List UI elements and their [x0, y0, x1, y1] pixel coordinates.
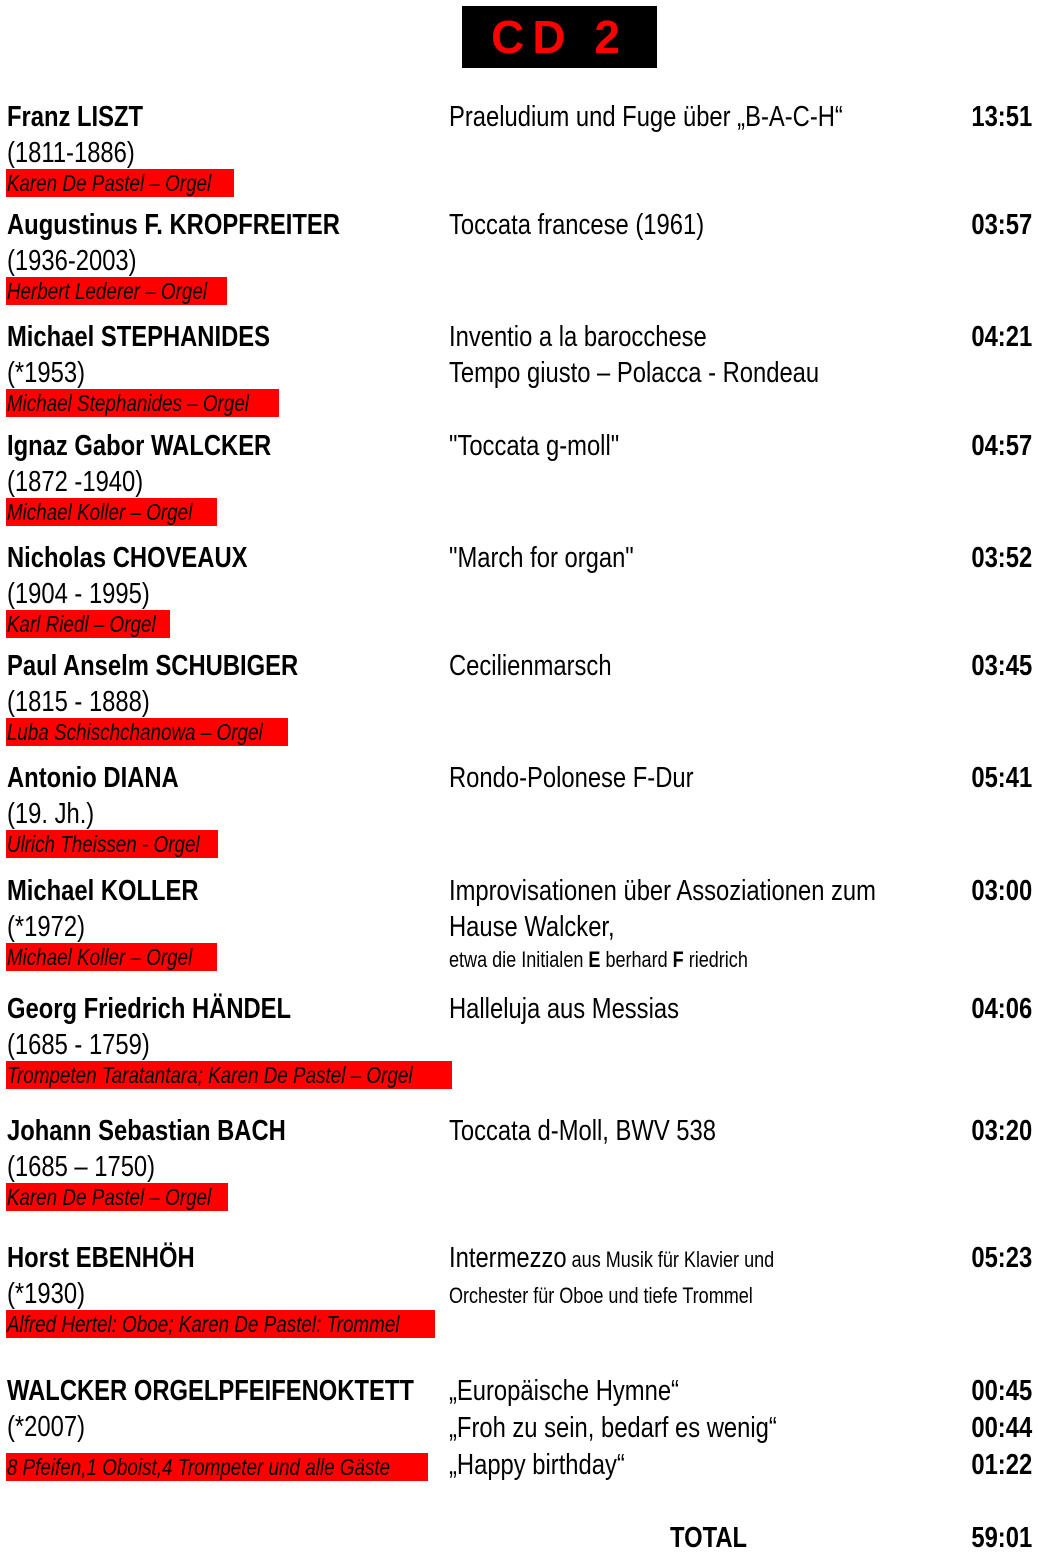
work-title: Halleluja aus Messias: [449, 993, 679, 1025]
performer-label: Alfred Hertel: Oboe; Karen De Pastel: Trommel: [6, 1310, 435, 1338]
work-title: „Happy birthday“: [449, 1449, 625, 1481]
track-duration: 03:00: [971, 875, 1032, 907]
performer-label: Michael Stephanides – Orgel: [6, 389, 279, 417]
work-subtitle: Orchester für Oboe und tiefe Trommel: [449, 1283, 753, 1308]
composer-name: Michael STEPHANIDES: [7, 321, 270, 353]
performer-label: Herbert Lederer – Orgel: [6, 277, 227, 305]
work-title: Praeludium und Fuge über „B-A-C-H“: [449, 101, 843, 133]
work-title: Toccata d-Moll, BWV 538: [449, 1115, 716, 1147]
performer-label: Karen De Pastel – Orgel: [6, 169, 234, 197]
performer-label: Luba Schischchanowa – Orgel: [6, 718, 288, 746]
composer-name: WALCKER ORGELPFEIFENOKTETT: [7, 1375, 414, 1407]
total-label: TOTAL: [670, 1522, 748, 1554]
track-duration: 03:20: [971, 1115, 1032, 1147]
performer-label: 8 Pfeifen,1 Oboist,4 Trompeter und alle Gäste: [6, 1453, 428, 1481]
composer-name: Nicholas CHOVEAUX: [7, 542, 248, 574]
composer-name: Michael KOLLER: [7, 875, 199, 907]
work-title: Cecilienmarsch: [449, 650, 612, 682]
track-duration: 05:41: [971, 762, 1032, 794]
composer-dates: (1685 - 1759): [7, 1029, 150, 1061]
performer-label: Ulrich Theissen - Orgel: [6, 830, 218, 858]
composer-name: Horst EBENHÖH: [7, 1242, 195, 1274]
track-duration: 04:57: [971, 430, 1032, 462]
track-duration: 13:51: [971, 101, 1032, 133]
work-subtitle: Hause Walcker,: [449, 911, 615, 943]
composer-dates: (1872 -1940): [7, 466, 144, 498]
composer-name: Paul Anselm SCHUBIGER: [7, 650, 299, 682]
work-title: "Toccata g-moll": [449, 430, 620, 462]
cd-title: CD 2: [491, 11, 628, 63]
composer-dates: (19. Jh.): [7, 798, 95, 830]
performer-label: Karen De Pastel – Orgel: [6, 1183, 228, 1211]
composer-dates: (*2007): [7, 1411, 86, 1443]
work-note: etwa die Initialen E berhard F riedrich: [449, 947, 748, 972]
composer-name: Franz LISZT: [7, 101, 144, 133]
track-duration: 05:23: [971, 1242, 1032, 1274]
composer-dates: (1685 – 1750): [7, 1151, 156, 1183]
track-duration: 04:21: [971, 321, 1032, 353]
total-duration: 59:01: [971, 1522, 1032, 1554]
work-title: „Europäische Hymne“: [449, 1375, 679, 1407]
track-duration: 03:52: [971, 542, 1032, 574]
work-title: Inventio a la barocchese: [449, 321, 707, 353]
composer-dates: (*1930): [7, 1278, 86, 1310]
work-title: Rondo-Polonese F-Dur: [449, 762, 694, 794]
work-title: Intermezzo aus Musik für Klavier und: [449, 1242, 775, 1274]
composer-name: Antonio DIANA: [7, 762, 179, 794]
work-title: Improvisationen über Assoziationen zum: [449, 875, 876, 907]
performer-label: Michael Koller – Orgel: [6, 498, 217, 526]
track-duration: 01:22: [971, 1449, 1032, 1481]
track-duration: 00:45: [971, 1375, 1032, 1407]
composer-dates: (*1953): [7, 357, 86, 389]
composer-dates: (1815 - 1888): [7, 686, 150, 718]
composer-dates: (1904 - 1995): [7, 578, 150, 610]
work-title: Toccata francese (1961): [449, 209, 705, 241]
performer-label: Trompeten Taratantara; Karen De Pastel – Orgel: [6, 1061, 452, 1089]
composer-dates: (1936-2003): [7, 245, 137, 277]
track-duration: 03:57: [971, 209, 1032, 241]
track-duration: 04:06: [971, 993, 1032, 1025]
work-title: "March for organ": [449, 542, 634, 574]
composer-name: Johann Sebastian BACH: [7, 1115, 286, 1147]
work-title: „Froh zu sein, bedarf es wenig“: [449, 1412, 777, 1444]
composer-name: Georg Friedrich HÄNDEL: [7, 993, 292, 1025]
composer-name: Ignaz Gabor WALCKER: [7, 430, 272, 462]
track-duration: 00:44: [971, 1412, 1032, 1444]
composer-name: Augustinus F. KROPFREITER: [7, 209, 340, 241]
composer-dates: (1811-1886): [7, 137, 135, 169]
performer-label: Michael Koller – Orgel: [6, 943, 217, 971]
work-subtitle: Tempo giusto – Polacca - Rondeau: [449, 357, 820, 389]
track-duration: 03:45: [971, 650, 1032, 682]
performer-label: Karl Riedl – Orgel: [6, 610, 170, 638]
composer-dates: (*1972): [7, 911, 86, 943]
cd-header: [462, 6, 657, 68]
